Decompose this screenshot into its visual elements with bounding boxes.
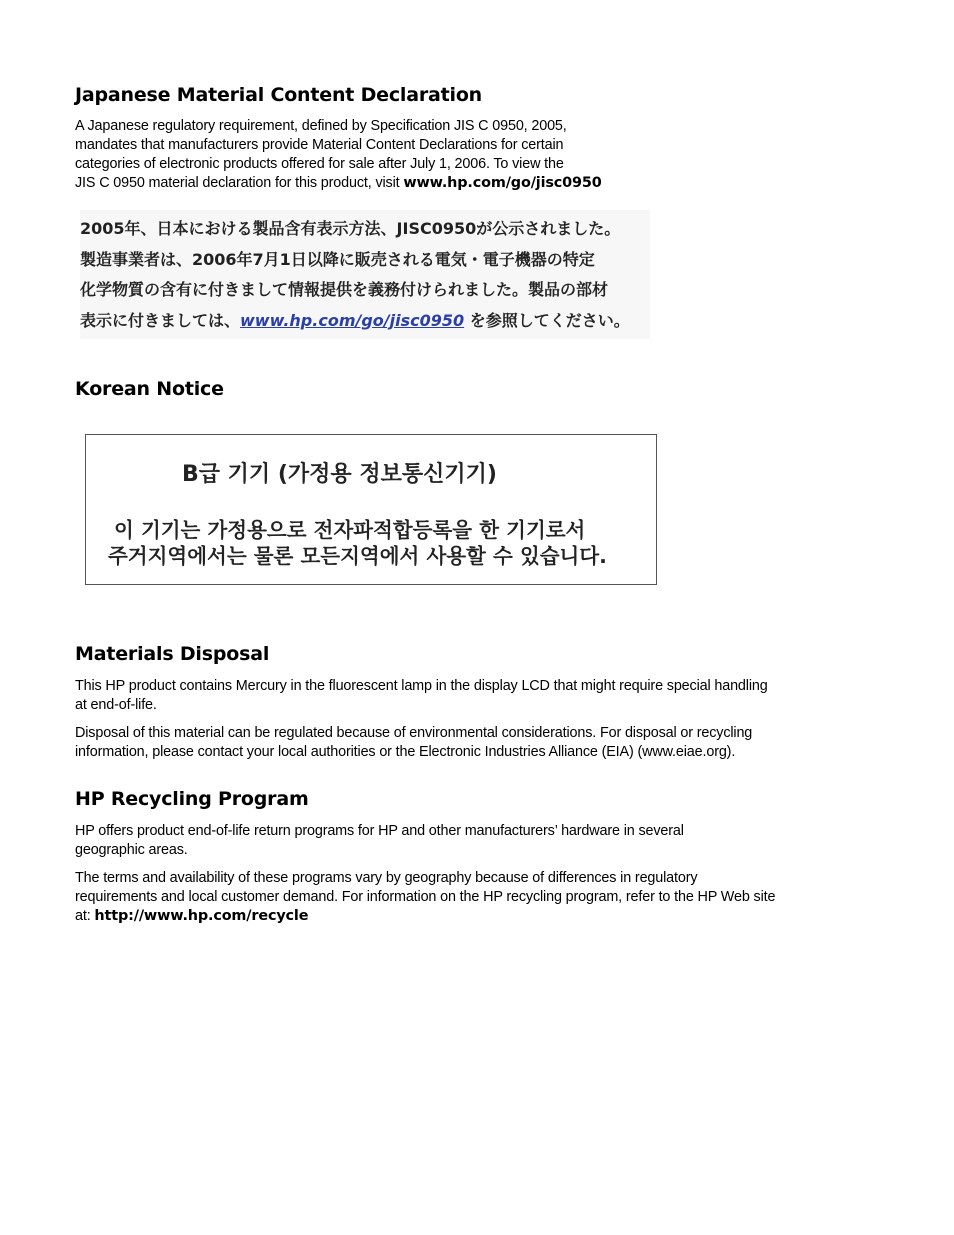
japanese-para-line1: A Japanese regulatory requirement, defined by Specification JIS C 0950, 2005, — [75, 118, 567, 134]
recycling-paragraph-2 — [75, 869, 775, 926]
japanese-para-line2: mandates that manufacturers provide Material Content Declarations for certain — [75, 137, 564, 153]
korean-box-title: B급 기기 (가정용 정보통신기기) — [182, 462, 497, 487]
japanese-image-line4-post: を参照してください。 — [464, 310, 630, 330]
korean-notice-box — [85, 434, 657, 585]
japanese-image-line3: 化学物質の含有に付きまして情報提供を義務付けられました。製品の部材 — [80, 280, 609, 299]
japanese-image-line1: 2005年、日本における製品含有表示方法、JISC0950が公示されました。 — [80, 219, 621, 238]
japanese-image-link[interactable]: www.hp.com/go/jisc0950 — [240, 310, 465, 330]
disposal-heading: Materials Disposal — [75, 643, 270, 665]
recycling-heading: HP Recycling Program — [75, 788, 309, 810]
jisc0950-link[interactable]: www.hp.com/go/jisc0950 — [403, 175, 602, 191]
japanese-heading: Japanese Material Content Declaration — [75, 84, 483, 106]
disposal-paragraph-2 — [75, 724, 752, 762]
disposal-p1-line2: at end-of-life. — [75, 697, 157, 713]
recycling-p1-line2: geographic areas. — [75, 842, 188, 858]
korean-heading: Korean Notice — [75, 378, 224, 400]
recycling-paragraph-1 — [75, 822, 684, 860]
disposal-p2-line1: Disposal of this material can be regulated because of environmental considerations. For disposal or recycling — [75, 725, 753, 741]
japanese-para-line3: categories of electronic products offered for sale after July 1, 2006. To view the — [75, 156, 564, 172]
japanese-paragraph — [75, 117, 602, 193]
japanese-image-line2: 製造事業者は、2006年7月1日以降に販売される電気・電子機器の特定 — [80, 249, 595, 269]
recycling-p2-line3-pre: at: — [75, 908, 95, 924]
japanese-image-line4 — [80, 306, 650, 337]
recycle-link[interactable]: http://www.hp.com/recycle — [94, 908, 309, 924]
korean-box-line1: 이 기기는 가정용으로 전자파적합등록을 한 기기로서 — [114, 518, 586, 542]
recycling-p2-line1: The terms and availability of these programs vary by geography because of differences in regulatory — [75, 870, 698, 886]
japanese-para-line4: JIS C 0950 material declaration for this product, visit — [75, 175, 404, 191]
recycling-p2-line2: requirements and local customer demand. For information on the HP recycling program, refer to the HP Web site — [75, 889, 776, 905]
disposal-p1-line1: This HP product contains Mercury in the fluorescent lamp in the display LCD that might require special handling — [75, 678, 768, 694]
disposal-paragraph-1 — [75, 677, 768, 715]
japanese-image-line4-pre: 表示に付きましては、 — [80, 310, 241, 330]
korean-box-line2: 주거지역에서는 물론 모든지역에서 사용할 수 있습니다. — [108, 544, 607, 568]
disposal-p2-line2: information, please contact your local authorities or the Electronic Industries Alliance (EIA) (www.eiae.org). — [75, 744, 736, 760]
japanese-declaration-image — [80, 210, 650, 339]
recycling-p1-line1: HP offers product end-of-life return programs for HP and other manufacturers’ hardware in several — [75, 823, 684, 839]
